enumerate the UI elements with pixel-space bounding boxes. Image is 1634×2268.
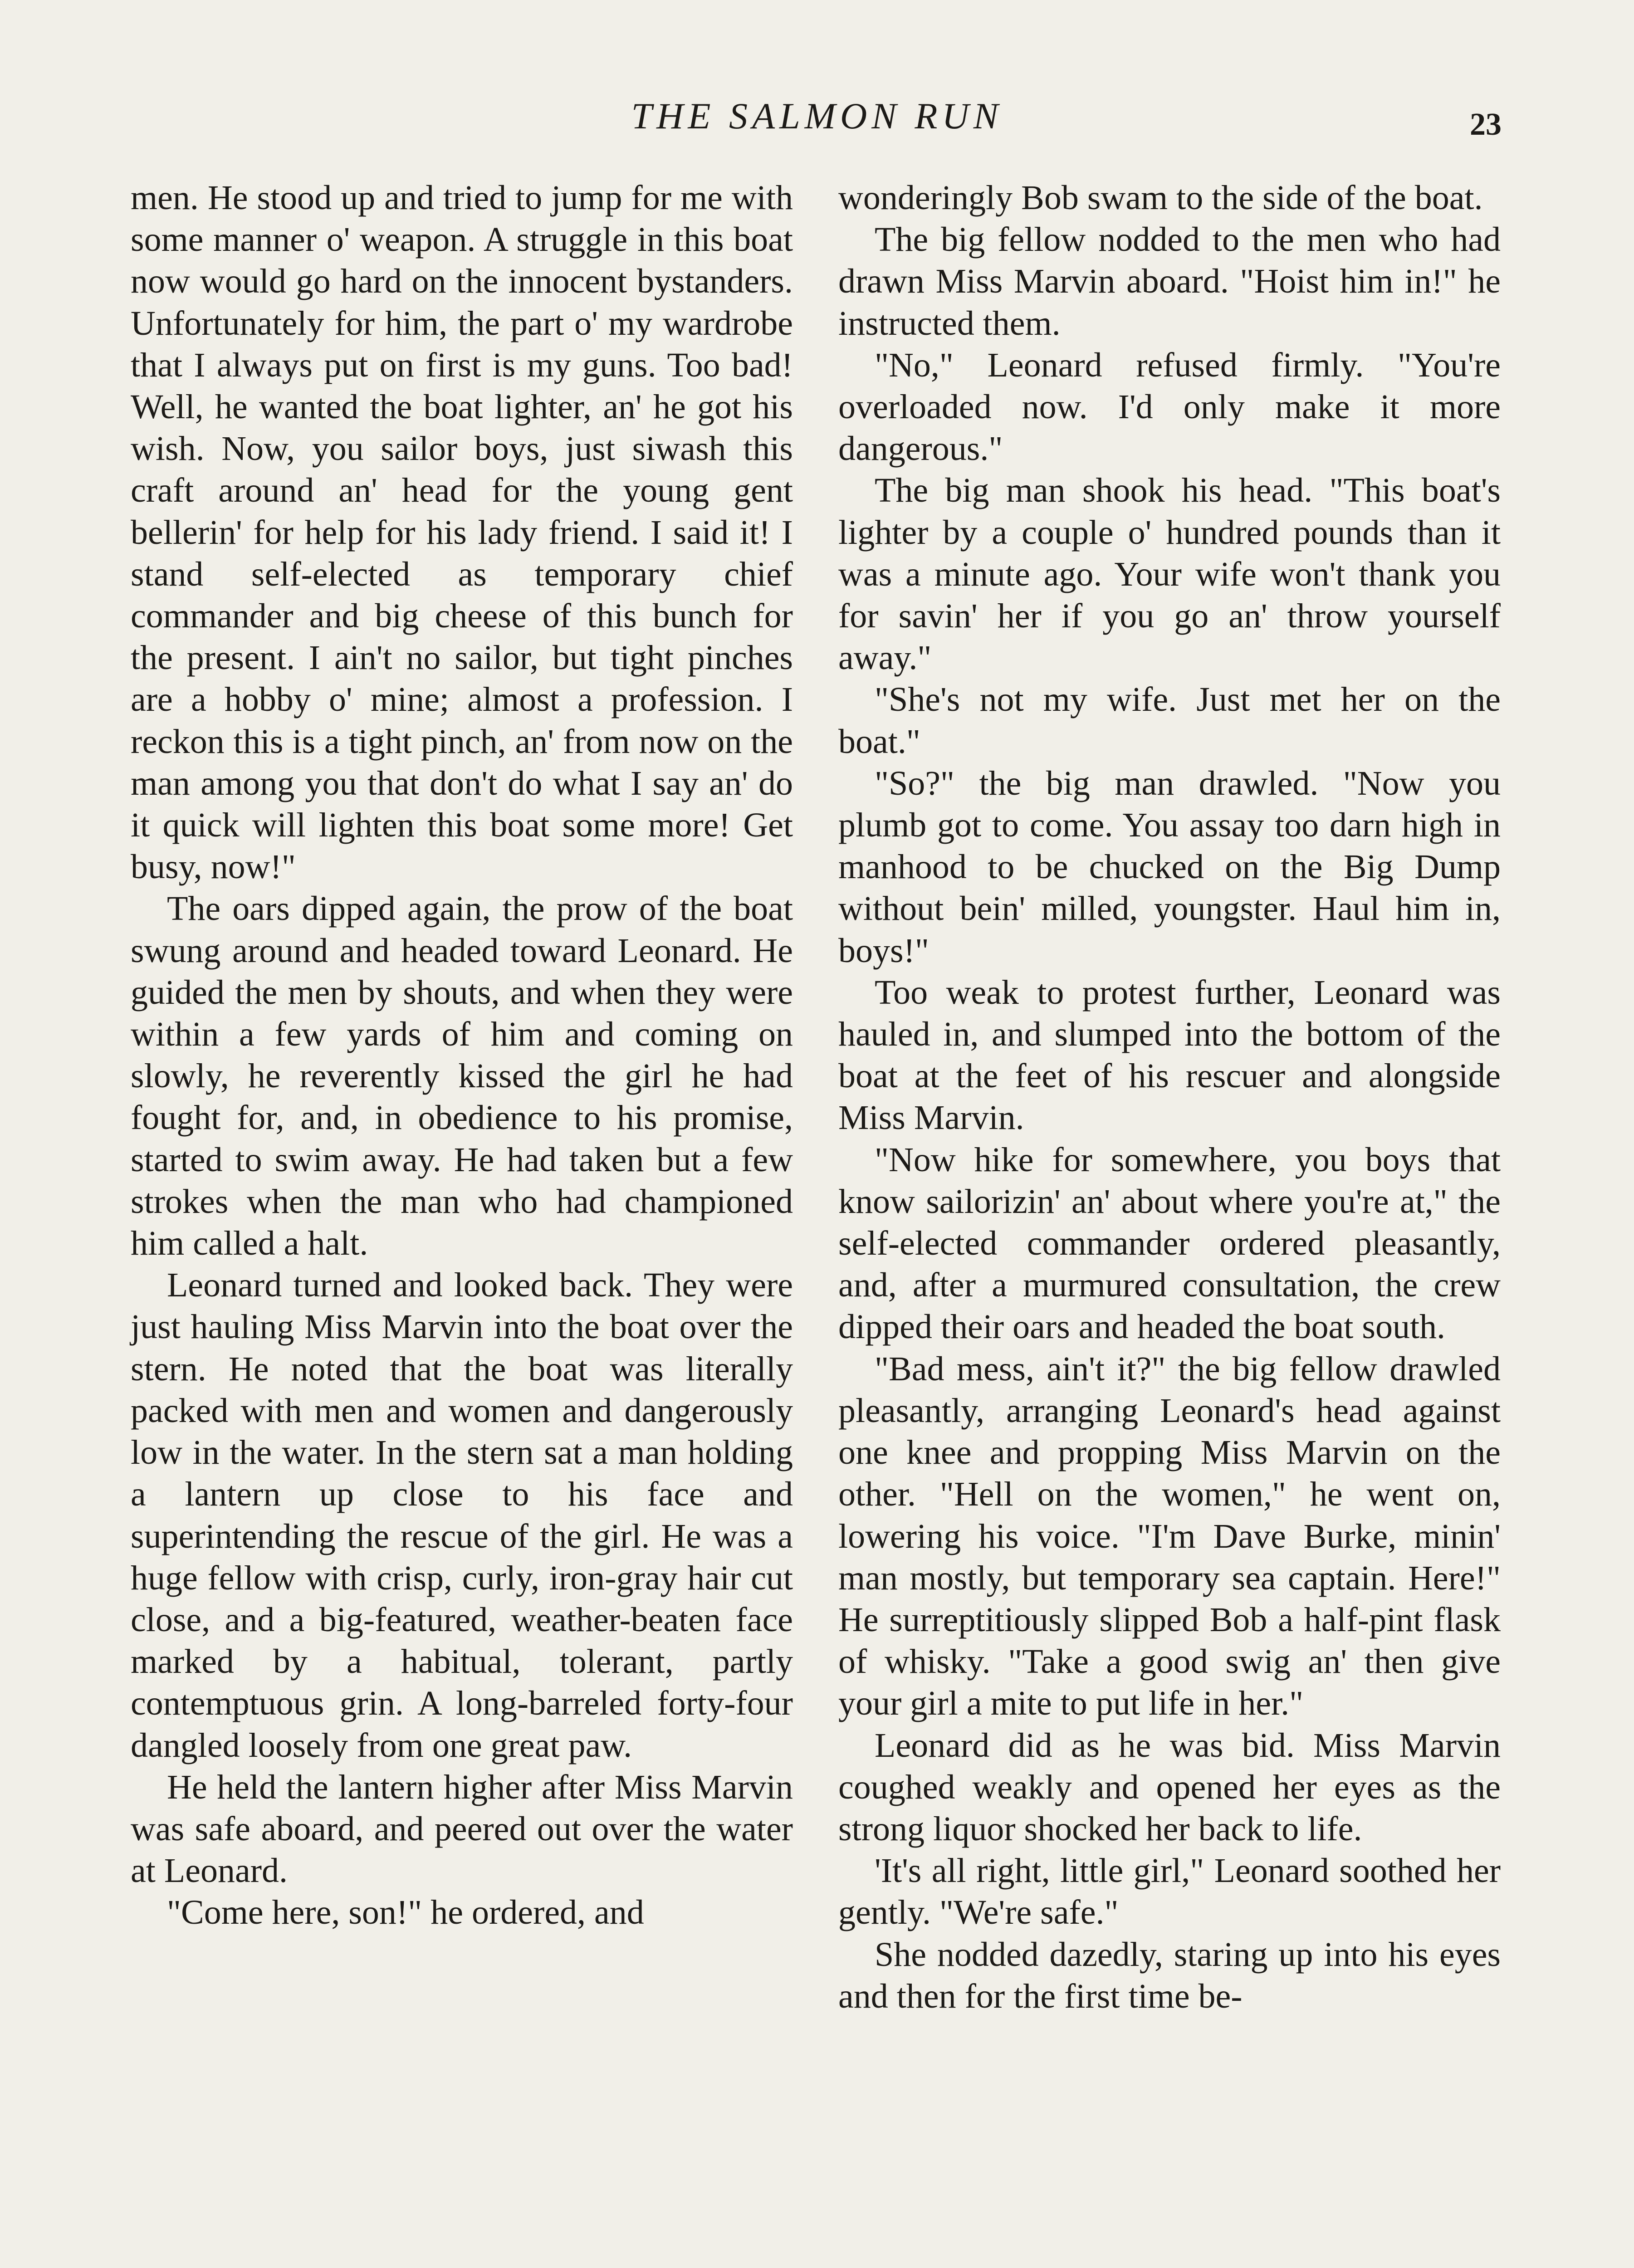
paragraph: Leonard did as he was bid. Miss Marvin coughed weakly and opened her eyes as the strong liquor shocked her back to life. [838,1726,1501,1848]
paragraph: "So?" the big man drawled. "Now you plumb got to come. You assay too darn high in manhood to be chucked on the Big Dump without bein' milled, youngster. Haul him in, boys!" [838,764,1501,970]
paragraph: Too weak to protest further, Leonard was hauled in, and slumped into the bottom of the boat at the feet of his rescuer and alongside Miss Marvin. [838,973,1501,1137]
paragraph: The oars dipped again, the prow of the boat swung around and headed toward Leonard. He guided the men by shouts, and when they were within a few yards of him and coming on slowly, he reverently kissed the girl he had fought for, and, in obedience to his promise, started to swim away. He had taken but a few strokes when the man who had championed him called a halt. [131,890,793,1263]
page-number: 23 [1470,107,1502,142]
paragraph: 'It's all right, little girl," Leonard soothed her gently. "We're safe." [838,1852,1501,1932]
paragraph: She nodded dazedly, staring up into his eyes and then for the first time be- [838,1935,1501,2015]
running-title: THE SALMON RUN [631,95,1003,137]
paragraph: Leonard turned and looked back. They were just hauling Miss Marvin into the boat over the stern. He noted that the boat was literally packed with men and women and dangerously low in the water. In the stern sat a man holding a lantern up close to his face and superintending the rescue of the girl. He was a huge fellow with crisp, curly, iron-gray hair cut close, and a big-featured, weather-beaten face marked by a habitual, tolerant, partly contemptuous grin. A long-barreled forty-four dangled loosely from one great paw. [131,1266,793,1765]
paragraph: "No," Leonard refused firmly. "You're overloaded now. I'd only make it more dangerous." [838,346,1501,468]
paragraph: wonderingly Bob swam to the side of the boat. [838,179,1483,217]
paragraph: "Come here, son!" he ordered, and [167,1893,644,1932]
paragraph: "Now hike for somewhere, you boys that know sailorizin' an' about where you're at," the self-elected commander ordered pleasantly, and, after a murmured consultation, the crew dipped their oars and headed the boat south. [838,1140,1501,1346]
left-column [131,177,793,1934]
paragraph: "She's not my wife. Just met her on the boat." [838,680,1501,761]
paragraph: men. He stood up and tried to jump for me with some manner o' weapon. A struggle in this boat now would go hard on the innocent bystanders. Unfortunately for him, the part o' my wardrobe that I always put on first is my guns. Too bad! Well, he wanted the boat lighter, an' he got his wish. Now, you sailor boys, just siwash this craft around an' head for the young gent bellerin' for help for his lady friend. I said it! I stand self-elected as temporary chief commander and big cheese of this bunch for the present. I ain't no sailor, but tight pinches are a hobby o' mine; almost a profession. I reckon this is a tight pinch, an' from now on the man among you that don't do what I say an' do it quick will lighten this boat some more! Get busy, now!" [131,179,793,886]
paragraph: The big fellow nodded to the men who had drawn Miss Marvin aboard. "Hoist him in!" he instructed them. [838,220,1501,342]
paragraph: The big man shook his head. "This boat's lighter by a couple o' hundred pounds than it was a minute ago. Your wife won't thank you for savin' her if you go an' throw yourself away." [838,471,1501,677]
right-column [838,177,1501,2017]
paragraph: He held the lantern higher after Miss Marvin was safe aboard, and peered out over the water at Leonard. [131,1768,793,1890]
paragraph: "Bad mess, ain't it?" the big fellow drawled pleasantly, arranging Leonard's head against one knee and propping Miss Marvin on the other. "Hell on the women," he went on, lowering his voice. "I'm Dave Burke, minin' man mostly, but temporary sea captain. Here!" He surreptitiously slipped Bob a half-pint flask of whisky. "Take a good swig an' then give your girl a mite to put life in her." [838,1349,1501,1723]
